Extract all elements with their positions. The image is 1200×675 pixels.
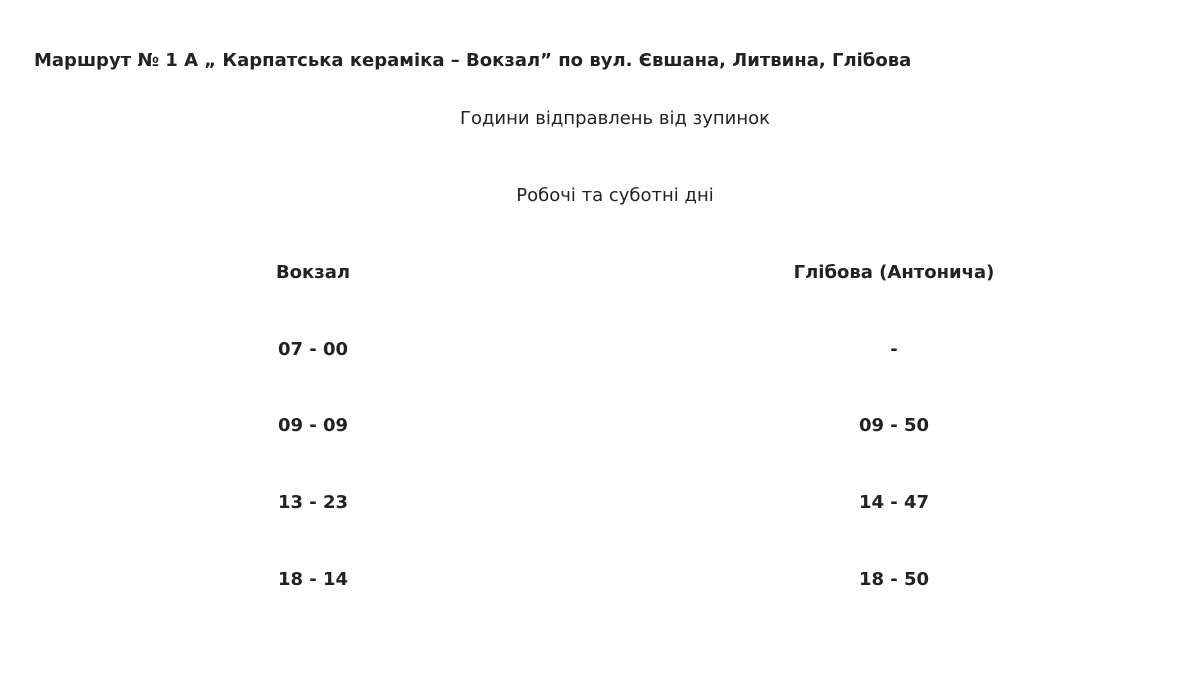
column-header-vokzal: Вокзал	[275, 262, 351, 283]
route-title: Маршрут № 1 А „ Карпатська кераміка – Вокзал” по вул. Євшана, Литвина, Глібова	[34, 50, 912, 71]
table-cell: 07 - 00	[277, 339, 349, 360]
table-cell: -	[890, 339, 898, 360]
departures-subtitle: Години відправлень від зупинок	[459, 108, 770, 129]
table-cell: 09 - 50	[858, 415, 930, 436]
table-cell: 09 - 09	[277, 415, 349, 436]
table-cell: 14 - 47	[858, 492, 930, 513]
days-subtitle: Робочі та суботні дні	[516, 185, 714, 206]
table-cell: 18 - 50	[858, 569, 930, 590]
column-header-glibova: Глібова (Антонича)	[793, 262, 995, 283]
table-cell: 18 - 14	[277, 569, 349, 590]
table-cell: 13 - 23	[277, 492, 349, 513]
